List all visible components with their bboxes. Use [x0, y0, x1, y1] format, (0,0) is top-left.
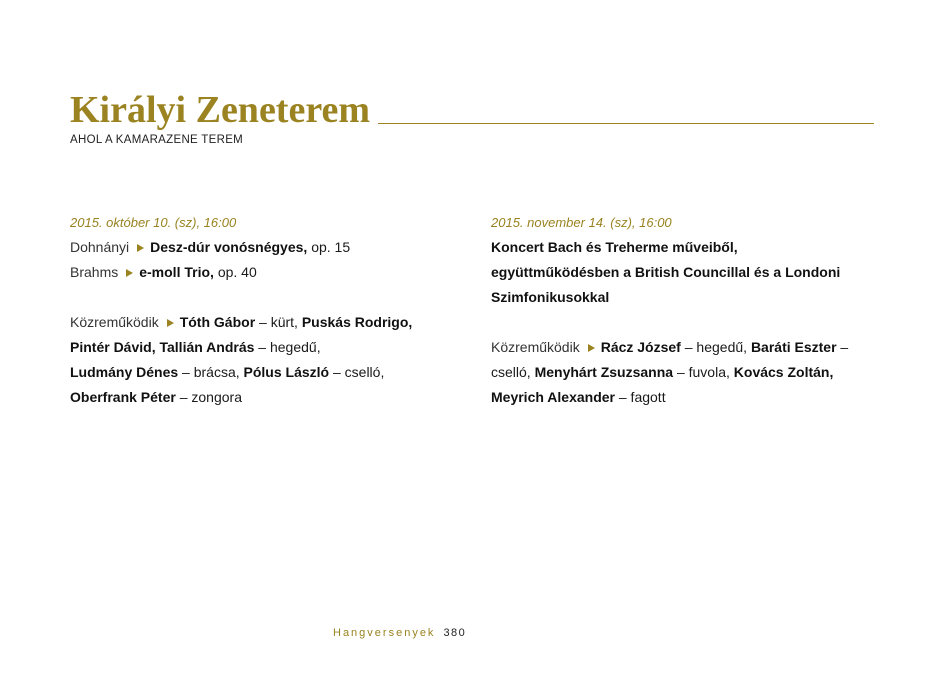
performer-name: Tallián András	[159, 339, 255, 355]
performer-role: –	[840, 339, 849, 355]
performer-role: – hegedű,	[684, 339, 748, 355]
performers-line	[70, 310, 450, 335]
performer-role: – fuvola,	[676, 364, 730, 380]
performers-line	[491, 385, 881, 410]
performer-name: Pintér Dávid,	[70, 339, 156, 355]
work-title: Desz-dúr vonósnégyes,	[150, 239, 308, 255]
page-footer	[333, 627, 466, 639]
performer-name: Ludmány Dénes	[70, 364, 179, 380]
performer-role: – cselló,	[332, 364, 385, 380]
concert-left	[70, 210, 450, 410]
opus: op. 15	[311, 239, 351, 255]
opus: op. 40	[217, 264, 257, 280]
performers-label: Közreműködik	[70, 314, 159, 330]
performer-name: Baráti Eszter	[750, 339, 837, 355]
program-item	[70, 235, 450, 260]
concert-right	[491, 210, 881, 410]
arrow-icon	[167, 319, 174, 327]
title-rule	[378, 123, 874, 124]
performers-line	[70, 385, 450, 410]
performer-name: Tóth Gábor	[179, 314, 256, 330]
concert-date: 2015. november 14. (sz), 16:00	[491, 215, 672, 230]
composer: Dohnányi	[70, 239, 130, 255]
concert-title-line: együttműködésben a British Councillal és a Londoni	[491, 264, 841, 280]
performer-role: – zongora	[179, 389, 242, 405]
performer-name: Rácz József	[600, 339, 681, 355]
arrow-icon	[137, 244, 144, 252]
page-header	[70, 88, 874, 146]
performers-line	[491, 335, 881, 360]
arrow-icon	[126, 269, 133, 277]
page-subtitle: AHOL A KAMARAZENE TEREM	[70, 134, 244, 146]
spacer	[491, 310, 881, 335]
performers-line	[70, 360, 450, 385]
performer-role: – brácsa,	[182, 364, 240, 380]
arrow-icon	[588, 344, 595, 352]
performer-role: – kürt,	[259, 314, 298, 330]
performer-name: Meyrich Alexander	[491, 389, 615, 405]
performer-name: Oberfrank Péter	[70, 389, 176, 405]
program-item	[70, 260, 450, 285]
work-title: e-moll Trio,	[139, 264, 214, 280]
performer-name: Puskás Rodrigo,	[301, 314, 413, 330]
composer: Brahms	[70, 264, 119, 280]
performer-name: Pólus László	[243, 364, 330, 380]
performers-line	[491, 360, 881, 385]
title-row	[70, 88, 874, 132]
performer-name: Kovács Zoltán,	[733, 364, 834, 380]
spacer	[70, 285, 450, 310]
concert-date: 2015. október 10. (sz), 16:00	[70, 215, 237, 230]
performer-name: Menyhárt Zsuzsanna	[534, 364, 674, 380]
performer-role: cselló,	[491, 364, 531, 380]
performer-role: – fagott	[618, 389, 666, 405]
page-title: Királyi Zeneterem	[70, 89, 371, 131]
performers-label: Közreműködik	[491, 339, 580, 355]
concert-title-line: Szimfonikusokkal	[491, 289, 610, 305]
page-number: 380	[443, 627, 467, 639]
concert-title-line: Koncert Bach és Treherme műveiből,	[491, 239, 738, 255]
footer-section: Hangversenyek	[333, 627, 436, 639]
performer-role: – hegedű,	[258, 339, 321, 355]
performers-line	[70, 335, 450, 360]
